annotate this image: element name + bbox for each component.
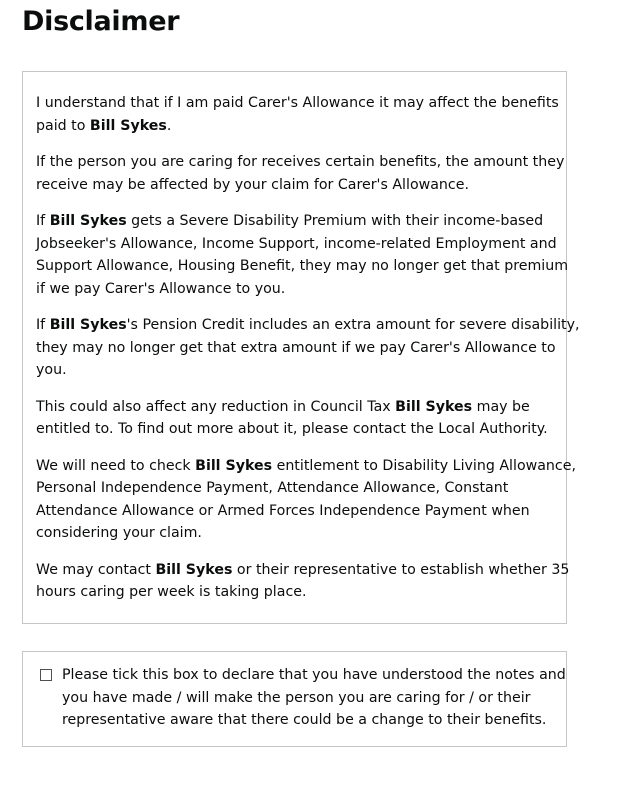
text-line: representative aware that there could be a change to their benefits. bbox=[62, 712, 547, 728]
text-line bbox=[36, 559, 570, 582]
text-fragment: We may contact bbox=[36, 561, 156, 578]
text-line bbox=[36, 396, 556, 419]
text-line: receive may be affected by your claim for Carer's Allowance. bbox=[36, 176, 469, 193]
text-fragment: If bbox=[36, 213, 50, 229]
declaration-checkbox[interactable] bbox=[40, 669, 52, 681]
text-fragment: This could also affect any reduction in Council Tax bbox=[36, 398, 396, 415]
declaration-panel bbox=[22, 651, 567, 747]
text-line: you. bbox=[36, 362, 67, 378]
paragraph-benefits-affected bbox=[36, 92, 559, 137]
person-name: Bill Sykes bbox=[155, 561, 233, 578]
text-line: Please tick this box to declare that you have understood the notes and bbox=[62, 667, 566, 683]
person-name: Bill Sykes bbox=[395, 398, 473, 415]
text-line: considering your claim. bbox=[36, 525, 202, 541]
text-line: if we pay Carer's Allowance to you. bbox=[36, 280, 286, 297]
text-line: Jobseeker's Allowance, Income Support, income-related Employment and bbox=[36, 235, 557, 252]
text-line bbox=[36, 210, 556, 233]
text-line: If the person you are caring for receives certain benefits, the amount they bbox=[36, 154, 565, 170]
paragraph-contact bbox=[36, 559, 570, 604]
text-fragment: gets a Severe Disability Premium with their income-based bbox=[126, 213, 544, 229]
text-fragment: or their representative to establish whether 35 bbox=[232, 561, 570, 578]
text-fragment: may be bbox=[472, 398, 530, 415]
text-line bbox=[36, 455, 576, 478]
text-line: hours caring per week is taking place. bbox=[36, 584, 307, 600]
paragraph-cared-person-benefits bbox=[36, 151, 565, 196]
text-fragment: 's Pension Credit includes an extra amount for severe disability, bbox=[126, 317, 580, 333]
disclaimer-panel bbox=[22, 71, 580, 624]
text-line bbox=[36, 314, 580, 337]
text-fragment: paid to bbox=[36, 117, 90, 134]
person-name: Bill Sykes bbox=[89, 117, 167, 134]
declaration-label[interactable] bbox=[62, 664, 566, 732]
text-line: Personal Independence Payment, Attendance Allowance, Constant bbox=[36, 480, 509, 496]
paragraph-entitlement-check bbox=[36, 455, 576, 545]
text-line: I understand that if I am paid Carer's Allowance it may affect the benefits bbox=[36, 95, 559, 111]
text-line: you have made / will make the person you are caring for / or their bbox=[62, 689, 531, 706]
person-name: Bill Sykes bbox=[195, 457, 273, 474]
paragraph-pension-credit bbox=[36, 314, 580, 382]
text-line bbox=[36, 115, 556, 138]
text-fragment: We will need to check bbox=[36, 457, 196, 474]
page-title: Disclaimer bbox=[22, 6, 180, 37]
text-fragment: entitlement to Disability Living Allowance, bbox=[272, 457, 576, 474]
paragraph-council-tax bbox=[36, 396, 556, 441]
text-line: entitled to. To find out more about it, please contact the Local Authority. bbox=[36, 421, 548, 437]
text-line: Support Allowance, Housing Benefit, they may no longer get that premium bbox=[36, 258, 569, 274]
person-name: Bill Sykes bbox=[49, 213, 127, 229]
text-line: Attendance Allowance or Armed Forces Independence Payment when bbox=[36, 502, 530, 519]
disclaimer-text bbox=[36, 92, 580, 618]
text-fragment: . bbox=[166, 117, 172, 134]
text-fragment: If bbox=[36, 317, 50, 333]
person-name: Bill Sykes bbox=[49, 317, 127, 333]
paragraph-severe-disability-premium bbox=[36, 210, 569, 300]
text-line: they may no longer get that extra amount if we pay Carer's Allowance to bbox=[36, 339, 556, 356]
